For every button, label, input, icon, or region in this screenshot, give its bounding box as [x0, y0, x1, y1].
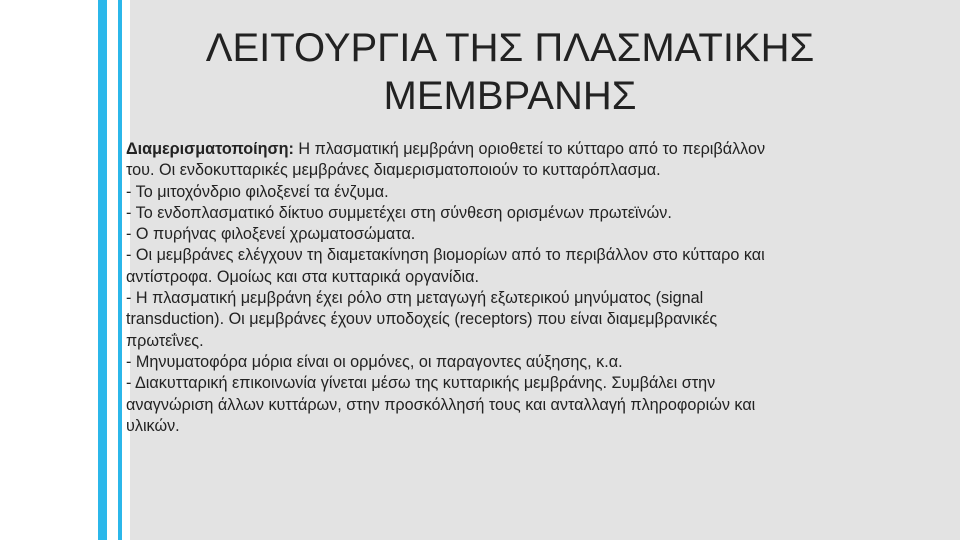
- left-decorative-bar: [0, 0, 130, 540]
- accent-stripe-thin: [118, 0, 122, 540]
- body-item-4: - Οι μεμβράνες ελέγχουν τη διαμετακίνηση βιομορίων από το περιβάλλον στο κύτταρο και αντίστροφα. Ομοίως και στα κυτταρικά οργανίδια.: [126, 246, 765, 286]
- intro-text: Η πλασματική μεμβράνη οριοθετεί το κύτταρο από το περιβάλλον του. Οι ενδοκυτταρικές μεμβράνες διαμερισματοποιούν το κυτταρόπλασμα.: [126, 140, 766, 180]
- intro-paragraph: [126, 139, 776, 182]
- body-item-3: - Ο πυρήνας φιλοξενεί χρωματοσώματα.: [126, 225, 416, 244]
- body-item-6: - Μηνυματοφόρα μόρια είναι οι ορμόνες, οι παραγοντες αύξησης, κ.α.: [126, 352, 623, 371]
- body-item-2: - Το ενδοπλασματικό δίκτυο συμμετέχει στη σύνθεση ορισμένων πρωτεϊνών.: [126, 203, 672, 222]
- body-item-7: - Διακυτταρική επικοινωνία γίνεται μέσω της κυτταρικής μεμβράνης. Συμβάλει στην αναγνώριση άλλων κυττάρων, στην προσκόλλησή τους και ανταλλαγή πληροφοριών και υλικών.: [126, 374, 756, 435]
- accent-stripe-wide: [98, 0, 107, 540]
- body-item-5: - Η πλασματική μεμβράνη έχει ρόλο στη μεταγωγή εξωτερικού μηνύματος (signal transduction). Οι μεμβράνες έχουν υποδοχείς (receptors) που είναι διαμεμβρανικές πρωτεΐνες.: [126, 289, 718, 350]
- body-item-1: - Το μιτοχόνδριο φιλοξενεί τα ένζυμα.: [126, 182, 389, 201]
- slide-title: [150, 24, 870, 120]
- lead-term: Διαμερισματοποίηση:: [126, 140, 294, 158]
- slide-body: [126, 139, 776, 437]
- slide-title-line-2: ΜΕΜΒΡΑΝΗΣ: [383, 74, 637, 118]
- slide-title-line-1: ΛΕΙΤΟΥΡΓΙΑ ΤΗΣ ΠΛΑΣΜΑΤΙΚΗΣ: [205, 26, 815, 70]
